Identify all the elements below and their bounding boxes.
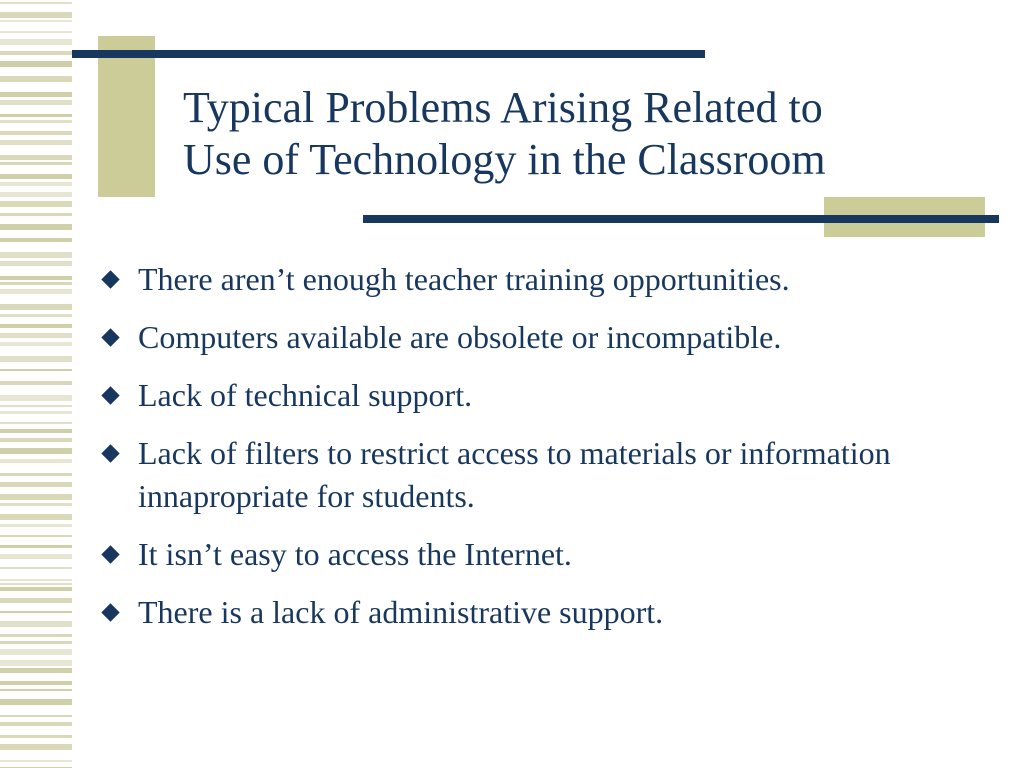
stripe	[0, 174, 72, 179]
stripe	[0, 2, 72, 4]
stripe	[0, 405, 72, 407]
stripe	[0, 411, 72, 414]
stripe	[0, 39, 72, 45]
stripe	[0, 598, 72, 603]
stripe	[0, 579, 72, 581]
stripe	[0, 114, 72, 117]
stripe	[0, 535, 72, 537]
slide-title	[183, 82, 1003, 186]
stripe	[0, 381, 72, 385]
stripe	[0, 31, 72, 33]
stripe	[0, 356, 72, 362]
stripe	[0, 567, 72, 569]
stripe	[0, 668, 72, 673]
stripe	[0, 524, 72, 527]
stripe	[0, 494, 72, 500]
stripe	[0, 681, 72, 685]
stripe	[0, 51, 72, 55]
stripe	[0, 304, 72, 310]
list-item	[102, 432, 982, 518]
stripe	[0, 689, 72, 691]
stripe	[0, 744, 72, 750]
stripe	[0, 120, 72, 123]
stripe	[0, 20, 72, 22]
stripe	[0, 333, 72, 338]
bullet-list	[102, 258, 982, 649]
stripe	[0, 634, 72, 637]
stripe	[0, 224, 72, 230]
bullet-text: Computers available are obsolete or incompatible.	[138, 319, 782, 355]
stripe	[0, 587, 72, 591]
diamond-bullet-icon	[101, 545, 119, 563]
stripe	[0, 473, 72, 476]
bullet-text: There is a lack of administrative support.	[138, 594, 664, 630]
stripe	[0, 192, 72, 197]
stripe	[0, 429, 72, 433]
list-item	[102, 316, 982, 359]
stripe	[0, 289, 72, 294]
title-top-rule	[72, 50, 705, 58]
stripe	[0, 252, 72, 258]
stripe	[0, 715, 72, 717]
list-item	[102, 591, 982, 634]
stripe	[0, 100, 72, 105]
stripe	[0, 12, 72, 18]
bullet-text: It isn’t easy to access the Internet.	[138, 536, 572, 572]
stripe	[0, 61, 72, 67]
stripe	[0, 459, 72, 463]
stripe	[0, 611, 72, 613]
stripe	[0, 342, 72, 346]
diamond-bullet-icon	[101, 328, 119, 346]
stripe	[0, 276, 72, 280]
stripe	[0, 324, 72, 328]
left-stripe-decoration	[0, 0, 72, 768]
diamond-bullet-icon	[101, 386, 119, 404]
title-accent-block	[98, 36, 155, 197]
list-item	[102, 374, 982, 417]
bullet-text: Lack of technical support.	[138, 377, 473, 413]
stripe	[0, 545, 72, 548]
stripe	[0, 422, 72, 424]
stripe	[0, 282, 72, 285]
diamond-bullet-icon	[101, 444, 119, 462]
bullet-text: There aren’t enough teacher training opportunities.	[138, 261, 790, 297]
stripe	[0, 131, 72, 135]
stripe	[0, 760, 72, 762]
stripe	[0, 395, 72, 401]
stripe	[0, 482, 72, 487]
stripe	[0, 583, 72, 585]
stripe	[0, 162, 72, 165]
list-item	[102, 258, 982, 301]
stripe	[0, 182, 72, 186]
stripe	[0, 641, 72, 644]
slide-title-line-1: Typical Problems Arising Related to	[183, 83, 823, 132]
stripe	[0, 238, 72, 242]
stripe	[0, 660, 72, 666]
stripe	[0, 514, 72, 520]
slide-title-line-2: Use of Technology in the Classroom	[183, 135, 826, 184]
stripe	[0, 438, 72, 442]
stripe	[0, 261, 72, 266]
stripe	[0, 699, 72, 705]
stripe	[0, 621, 72, 627]
stripe	[0, 722, 72, 726]
stripe	[0, 503, 72, 506]
stripe	[0, 314, 72, 317]
stripe	[0, 140, 72, 145]
stripe	[0, 76, 72, 82]
bullet-text: Lack of filters to restrict access to materials or information innapropriate for students.	[138, 435, 891, 514]
list-item	[102, 533, 982, 576]
stripe	[0, 448, 72, 454]
diamond-bullet-icon	[101, 603, 119, 621]
stripe	[0, 155, 72, 160]
stripe	[0, 735, 72, 738]
stripe	[0, 92, 72, 97]
stripe	[0, 213, 72, 216]
stripe	[0, 649, 72, 655]
stripe	[0, 369, 72, 371]
stripe	[0, 201, 72, 207]
stripe	[0, 554, 72, 559]
diamond-bullet-icon	[101, 270, 119, 288]
title-underline-rule	[363, 215, 999, 223]
